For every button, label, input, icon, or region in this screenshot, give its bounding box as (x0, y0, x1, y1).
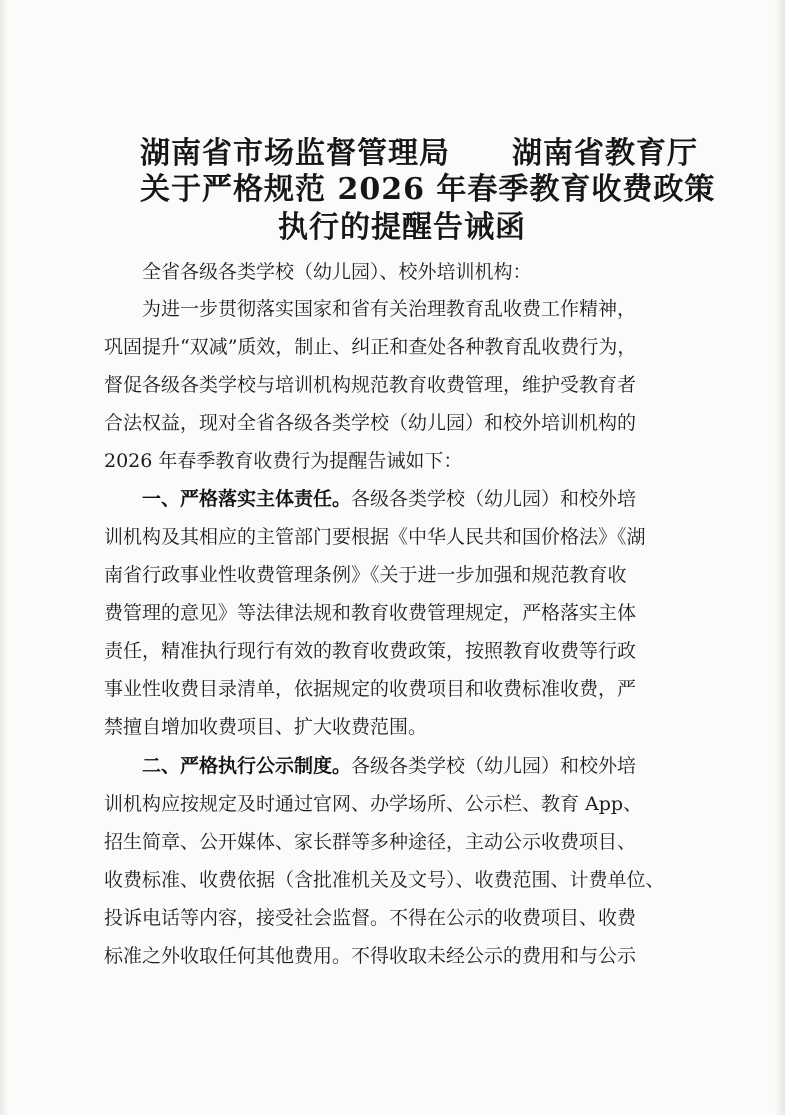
section1-line-2: 训机构及其相应的主管部门要根据《中华人民共和国价格法》《湖 (104, 526, 646, 548)
scan-edge-right (775, 0, 785, 1115)
section1-line-4: 费管理的意见》等法律法规和教育收费管理规定，严格落实主体 (104, 602, 637, 624)
section2-first-line (142, 751, 636, 781)
section2-line-5: 投诉电话等内容，接受社会监督。不得在公示的收费项目、收费 (104, 907, 637, 929)
intro-line-4: 合法权益，现对全省各级各类学校（幼儿园）和校外培训机构的 (104, 412, 637, 434)
section1-line-7: 禁擅自增加收费项目、扩大收费范围。 (104, 716, 428, 738)
section2-heading: 二、严格执行公示制度。 (142, 755, 352, 777)
intro-line-5: 2026 年春季教育收费行为提醒告诫如下： (104, 450, 463, 472)
intro-line-2: 巩固提升“双减”质效，制止、纠正和查处各种教育乱收费行为， (104, 336, 637, 358)
section1-heading: 一、严格落实主体责任。 (142, 488, 352, 510)
section2-line-6: 标准之外收取任何其他费用。不得收取未经公示的费用和与公示 (104, 945, 637, 967)
section2-first-line-rest: 各级各类学校（幼儿园）和校外培 (351, 755, 637, 777)
section1-line-6: 事业性收费目录清单，依据规定的收费项目和收费标准收费，严 (104, 678, 637, 700)
title-line-2: 关于严格规范 2026 年春季教育收费政策 (140, 172, 716, 207)
title-line-1: 湖南省市场监督管理局 湖南省教育厅 (140, 136, 698, 171)
section1-line-5: 责任，精准执行现行有效的教育收费政策，按照教育收费等行政 (104, 640, 637, 662)
section1-first-line-rest: 各级各类学校（幼儿园）和校外培 (351, 488, 637, 510)
section1-line-3: 南省行政事业性收费管理条例》《关于进一步加强和规范教育收 (104, 564, 627, 586)
section1-first-line (142, 484, 636, 514)
scan-edge-left (0, 0, 8, 1115)
salutation: 全省各级各类学校（幼儿园）、校外培训机构： (142, 261, 532, 283)
section2-line-3: 招生简章、公开媒体、家长群等多种途径，主动公示收费项目、 (104, 831, 637, 853)
title-line-3: 执行的提醒告诫函 (278, 210, 526, 245)
section2-line-2: 训机构应按规定及时通过官网、办学场所、公示栏、教育 App、 (104, 793, 643, 815)
section2-line-4: 收费标准、收费依据（含批准机关及文号）、收费范围、计费单位、 (104, 869, 665, 891)
intro-line-1: 为进一步贯彻落实国家和省有关治理教育乱收费工作精神， (142, 298, 637, 320)
intro-line-3: 督促各级各类学校与培训机构规范教育收费管理，维护受教育者 (104, 374, 637, 396)
